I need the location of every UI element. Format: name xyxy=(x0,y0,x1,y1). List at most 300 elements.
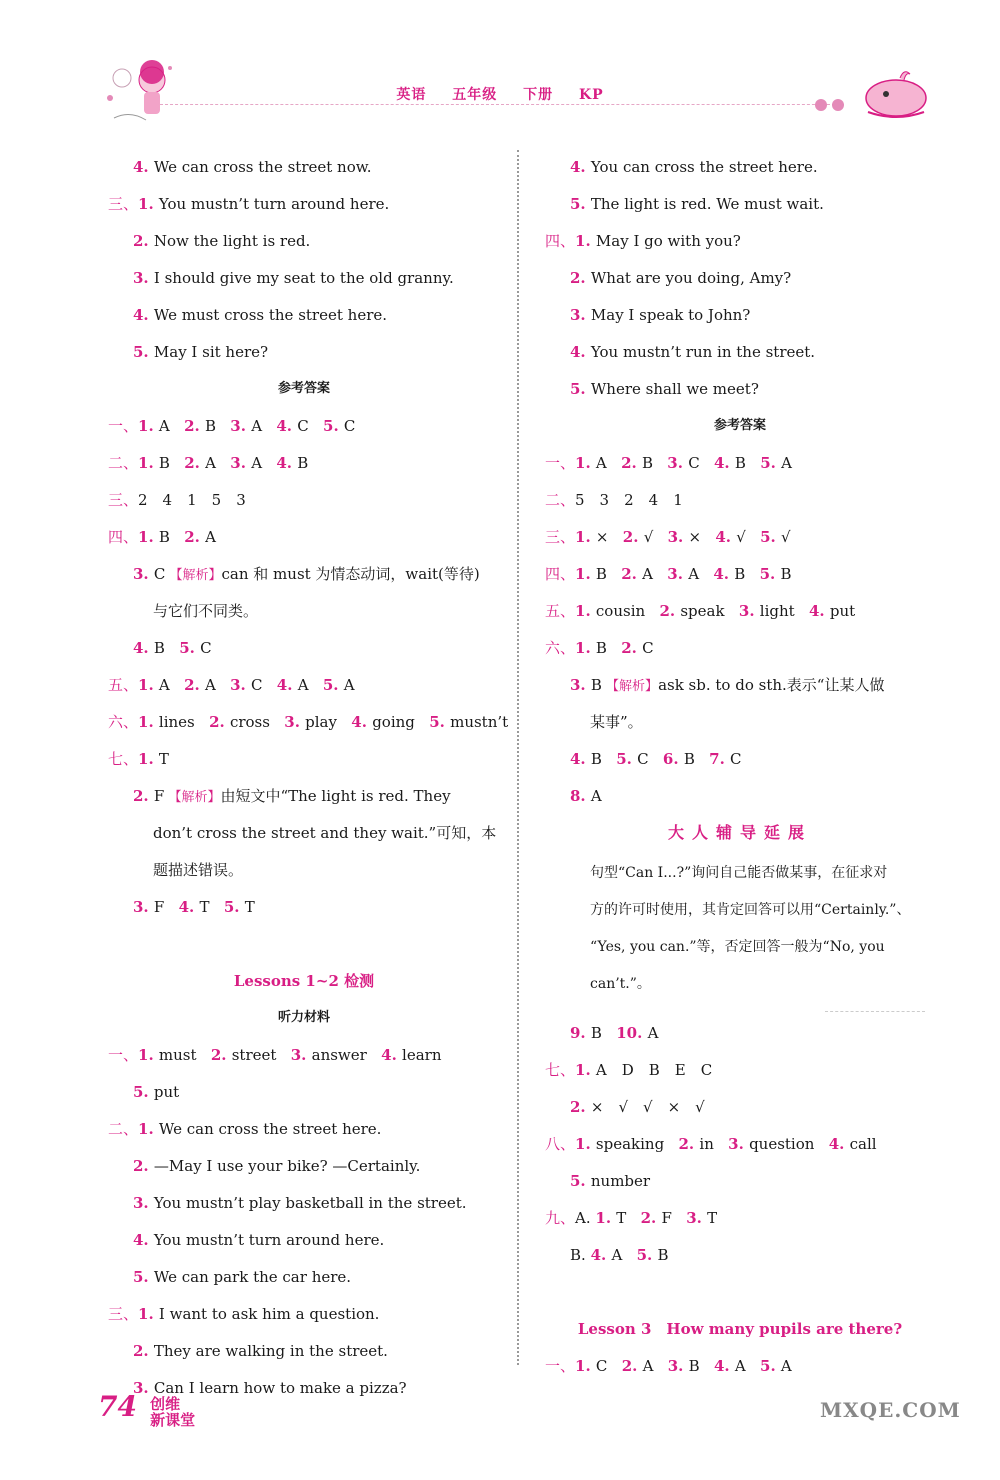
answer-text: B xyxy=(780,565,792,583)
item-number: 3. xyxy=(667,1357,689,1375)
section-number: 六、 xyxy=(108,713,139,731)
left-line xyxy=(108,892,500,929)
item-number: 3. xyxy=(570,306,591,324)
answer-text: cross xyxy=(229,713,270,731)
page-header xyxy=(0,0,1000,135)
answer-text: A xyxy=(734,1357,746,1375)
answer-text: Can I learn how to make a pizza? xyxy=(153,1379,407,1397)
section-number: 四、 xyxy=(545,232,576,250)
item-number: 2. xyxy=(640,1209,662,1227)
note-text: “Yes, you can.”等，否定回答一般为“No, you xyxy=(590,939,885,955)
analysis-text: can 和 must 为情态动词，wait(等待) xyxy=(221,565,480,583)
answer-text: mustn’t xyxy=(450,713,509,731)
answer-text: You mustn’t turn around here. xyxy=(153,1231,385,1249)
item-number: 1. xyxy=(575,1135,596,1153)
item-number: 2. xyxy=(133,232,154,250)
left-line xyxy=(108,670,500,707)
left-line xyxy=(108,226,500,263)
answer-text: C xyxy=(730,750,742,768)
answer-text: going xyxy=(372,713,415,731)
section-number: 四、 xyxy=(545,565,576,583)
item-number: 2. xyxy=(621,565,643,583)
item-number: 1. xyxy=(575,639,596,657)
item-number: 4. xyxy=(276,676,298,694)
answer-text: B xyxy=(657,1246,669,1264)
answer-text: A xyxy=(297,676,309,694)
right-line xyxy=(545,744,935,781)
item-number: 2. xyxy=(678,1135,700,1153)
answer-text: T xyxy=(158,750,169,768)
answer-text: cousin xyxy=(595,602,646,620)
section-number: 一、 xyxy=(108,417,139,435)
analysis-text: ask sb. to do sth.表示“让某人做 xyxy=(658,676,885,694)
answer-text: A xyxy=(158,417,170,435)
answer-text: put xyxy=(829,602,856,620)
answer-text: They are walking in the street. xyxy=(153,1342,388,1360)
answer-text: T xyxy=(707,1209,718,1227)
section-number: 二、 xyxy=(108,454,139,472)
answer-text: A xyxy=(611,1246,623,1264)
section-number: 三、 xyxy=(108,491,139,509)
right-line xyxy=(545,448,935,485)
item-number: 8. xyxy=(570,787,591,805)
brand-logo xyxy=(150,1396,195,1428)
answer-text: F xyxy=(153,787,165,805)
part-label: A. xyxy=(575,1209,596,1227)
answer-text: C xyxy=(642,639,654,657)
section-number: 三、 xyxy=(108,1305,139,1323)
item-number: 2. xyxy=(621,639,643,657)
answer-text: A xyxy=(251,454,263,472)
grade: 五年级 xyxy=(452,87,498,103)
lesson-title: Lesson 3 How many pupils are there? xyxy=(577,1320,903,1338)
item-number: 5. xyxy=(179,639,201,657)
answer-text: A xyxy=(647,1024,659,1042)
item-number: 1. xyxy=(138,1046,159,1064)
item-number: 1. xyxy=(138,713,159,731)
note-text: 方的许可时使用，其肯定回答可以用“Certainly.”、 xyxy=(590,902,911,918)
answer-text: 2 4 1 5 3 xyxy=(138,491,246,509)
answer-text: A D B E C xyxy=(595,1061,713,1079)
answer-text: You can cross the street here. xyxy=(590,158,818,176)
answer-text: must xyxy=(158,1046,197,1064)
left-line xyxy=(108,337,500,374)
left-line xyxy=(108,1151,500,1188)
right-line xyxy=(545,1055,935,1092)
item-number: 3. xyxy=(133,269,154,287)
right-line xyxy=(545,1351,935,1388)
item-number: 2. xyxy=(184,417,205,435)
item-number: 2. xyxy=(659,602,681,620)
section-number: 一、 xyxy=(545,1357,576,1375)
answer-text: T xyxy=(616,1209,627,1227)
answer-text: answer xyxy=(311,1046,367,1064)
lesson-title: Lessons 1~2 检测 xyxy=(233,972,375,990)
item-number: 5. xyxy=(760,454,782,472)
left-line xyxy=(108,374,500,411)
answer-text: number xyxy=(590,1172,651,1190)
item-number: 2. xyxy=(210,1046,232,1064)
answer-text: B xyxy=(590,750,602,768)
answer-text: × √ √ × √ xyxy=(590,1098,705,1116)
item-number: 3. xyxy=(667,528,689,546)
item-number: 2. xyxy=(133,1157,154,1175)
answer-text: C xyxy=(595,1357,608,1375)
left-line xyxy=(108,1077,500,1114)
left-line xyxy=(108,1262,500,1299)
item-number: 1. xyxy=(138,417,159,435)
section-number: 一、 xyxy=(545,454,576,472)
answer-text: √ xyxy=(643,528,654,546)
item-number: 4. xyxy=(828,1135,850,1153)
answer-text: We can cross the street now. xyxy=(153,158,372,176)
left-line xyxy=(108,485,500,522)
left-line xyxy=(108,855,500,892)
answer-text: B xyxy=(683,750,695,768)
item-number: 3. xyxy=(133,1194,154,1212)
answer-text: Now the light is red. xyxy=(153,232,311,250)
item-number: 3. xyxy=(133,1379,154,1397)
right-line xyxy=(545,485,935,522)
item-number: 4. xyxy=(276,417,298,435)
item-number: 5. xyxy=(323,417,344,435)
answer-text: play xyxy=(305,713,337,731)
answer-text: A xyxy=(688,565,700,583)
section-number: 五、 xyxy=(108,676,139,694)
item-number: 10. xyxy=(616,1024,648,1042)
item-number: 4. xyxy=(133,1231,154,1249)
answer-text: T xyxy=(244,898,255,916)
item-number: 3. xyxy=(570,676,591,694)
answer-text: T xyxy=(199,898,210,916)
analysis-text: 由短文中“The light is red. They xyxy=(220,787,451,805)
answer-text: street xyxy=(231,1046,277,1064)
section-title: 参考答案 xyxy=(713,418,766,433)
answer-text: A xyxy=(158,676,170,694)
item-number: 5. xyxy=(570,380,591,398)
answer-text: question xyxy=(749,1135,815,1153)
subject: 英语 xyxy=(396,87,427,103)
whale-icon xyxy=(860,66,930,121)
item-number: 5. xyxy=(223,898,245,916)
left-line xyxy=(108,448,500,485)
answer-text: B xyxy=(204,417,216,435)
item-number: 4. xyxy=(570,750,591,768)
left-line xyxy=(108,929,500,966)
item-number: 1. xyxy=(138,1305,159,1323)
answer-text: B xyxy=(734,565,746,583)
item-number: 5. xyxy=(133,1268,154,1286)
answer-text: B xyxy=(641,454,653,472)
answer-text: May I speak to John? xyxy=(590,306,751,324)
answer-text: You mustn’t run in the street. xyxy=(590,343,816,361)
left-line xyxy=(108,707,509,744)
answer-text: B xyxy=(734,454,746,472)
answer-text: We must cross the street here. xyxy=(153,306,388,324)
item-number: 2. xyxy=(621,454,642,472)
section-title: 参考答案 xyxy=(277,381,330,396)
item-number: 4. xyxy=(570,158,591,176)
answer-text: in xyxy=(699,1135,714,1153)
right-line xyxy=(545,929,935,966)
answer-text: A xyxy=(204,676,216,694)
item-number: 5. xyxy=(636,1246,658,1264)
header-divider xyxy=(160,104,840,105)
item-number: 3. xyxy=(686,1209,708,1227)
item-number: 5. xyxy=(759,565,781,583)
item-number: 1. xyxy=(138,528,159,546)
item-number: 2. xyxy=(184,454,206,472)
answer-text: The light is red. We must wait. xyxy=(590,195,824,213)
analysis-tag: 【解析】 xyxy=(164,790,221,805)
item-number: 4. xyxy=(133,158,154,176)
section-number: 三、 xyxy=(545,528,576,546)
answer-text: C xyxy=(153,565,166,583)
answer-text: A xyxy=(780,1357,792,1375)
answer-text: Where shall we meet? xyxy=(590,380,759,398)
left-line xyxy=(108,1299,500,1336)
item-number: 4. xyxy=(351,713,373,731)
right-line xyxy=(545,374,935,411)
right-line xyxy=(825,1011,925,1012)
volume: 下册 xyxy=(523,87,554,103)
right-line xyxy=(545,411,935,448)
item-number: 1. xyxy=(575,232,596,250)
item-number: 4. xyxy=(133,639,154,657)
item-number: 9. xyxy=(570,1024,591,1042)
answer-text: A xyxy=(781,454,792,472)
right-line xyxy=(545,633,935,670)
right-line xyxy=(545,892,935,929)
answer-text: B xyxy=(158,528,170,546)
item-number: 2. xyxy=(209,713,230,731)
item-number: 4. xyxy=(276,454,298,472)
answer-text: May I sit here? xyxy=(153,343,269,361)
answer-text: F xyxy=(661,1209,672,1227)
item-number: 1. xyxy=(138,750,159,768)
left-column xyxy=(108,152,509,1410)
section-number: 七、 xyxy=(545,1061,576,1079)
item-number: 5. xyxy=(322,676,344,694)
right-line xyxy=(545,966,935,1003)
left-line xyxy=(108,300,500,337)
item-number: 1. xyxy=(575,602,596,620)
item-number: 5. xyxy=(133,343,154,361)
left-line xyxy=(108,1336,500,1373)
item-number: 1. xyxy=(138,1120,159,1138)
item-number: 5. xyxy=(570,195,591,213)
item-number: 1. xyxy=(575,1357,596,1375)
item-number: 5. xyxy=(616,750,638,768)
item-number: 2. xyxy=(570,269,591,287)
left-line xyxy=(108,1040,500,1077)
section-number: 三、 xyxy=(108,195,139,213)
item-number: 1. xyxy=(138,195,159,213)
page-footer xyxy=(98,1390,195,1428)
answer-text: B xyxy=(595,639,607,657)
answer-text: √ xyxy=(781,528,791,546)
left-line xyxy=(108,596,500,633)
right-line xyxy=(545,522,935,559)
answer-text: B xyxy=(297,454,309,472)
page-number: 74 xyxy=(98,1390,137,1423)
answer-text: C xyxy=(688,454,700,472)
left-line xyxy=(108,633,500,670)
answer-text: I should give my seat to the old granny. xyxy=(153,269,454,287)
item-number: 4. xyxy=(133,306,154,324)
item-number: 3. xyxy=(738,602,760,620)
right-line xyxy=(545,855,935,892)
answer-text: A xyxy=(590,787,602,805)
answer-text: B xyxy=(158,454,170,472)
right-line xyxy=(545,1277,935,1314)
item-number: 1. xyxy=(138,454,159,472)
item-number: 2. xyxy=(133,1342,154,1360)
item-number: 4. xyxy=(590,1246,612,1264)
column-divider xyxy=(517,150,519,1365)
right-line xyxy=(545,559,935,596)
right-line xyxy=(545,596,935,633)
item-number: 3. xyxy=(133,898,154,916)
answer-text: × xyxy=(595,528,609,546)
answer-text: B xyxy=(590,1024,602,1042)
right-line xyxy=(545,818,935,855)
item-number: 3. xyxy=(284,713,306,731)
analysis-tag: 【解析】 xyxy=(601,679,659,694)
item-number: 1. xyxy=(595,1209,617,1227)
answer-text: A xyxy=(343,676,355,694)
answer-text: light xyxy=(759,602,795,620)
answer-text: A xyxy=(205,528,216,546)
answer-continuation: 与它们不同类。 xyxy=(153,602,259,620)
answer-text: speak xyxy=(680,602,725,620)
right-line xyxy=(545,707,935,744)
answer-text: F xyxy=(153,898,165,916)
section-number: 四、 xyxy=(108,528,139,546)
right-line xyxy=(545,300,935,337)
answer-text: B xyxy=(590,676,602,694)
item-number: 1. xyxy=(138,676,159,694)
item-number: 1. xyxy=(575,454,596,472)
item-number: 3. xyxy=(728,1135,750,1153)
analysis-tag: 【解析】 xyxy=(165,568,222,583)
answer-text: learn xyxy=(402,1046,442,1064)
right-line xyxy=(545,226,935,263)
section-number: 九、 xyxy=(545,1209,576,1227)
item-number: 7. xyxy=(709,750,731,768)
section-number: 二、 xyxy=(108,1120,139,1138)
answer-text: speaking xyxy=(595,1135,665,1153)
header-title xyxy=(0,84,1000,104)
right-line xyxy=(545,337,935,374)
left-line xyxy=(108,411,500,448)
item-number: 4. xyxy=(381,1046,403,1064)
right-line xyxy=(545,1240,935,1277)
item-number: 1. xyxy=(575,1061,596,1079)
item-number: 4. xyxy=(178,898,200,916)
left-line xyxy=(108,966,500,1003)
item-number: 4. xyxy=(715,528,737,546)
item-number: 4. xyxy=(808,602,830,620)
right-line xyxy=(545,1166,935,1203)
item-number: 2. xyxy=(621,1357,643,1375)
right-line xyxy=(545,1092,935,1129)
answer-text: You mustn’t turn around here. xyxy=(158,195,390,213)
item-number: 1. xyxy=(575,528,596,546)
answer-text: We can park the car here. xyxy=(153,1268,352,1286)
right-line xyxy=(545,670,935,707)
answer-text: call xyxy=(849,1135,877,1153)
note-text: 句型“Can I...?”询问自己能否做某事，在征求对 xyxy=(590,865,888,881)
answer-text: A xyxy=(251,417,263,435)
answer-text: × xyxy=(688,528,702,546)
right-line xyxy=(545,1314,935,1351)
answer-text: C xyxy=(297,417,309,435)
item-number: 2. xyxy=(184,528,206,546)
item-number: 4. xyxy=(713,1357,735,1375)
left-line xyxy=(108,189,500,226)
extension-title: 大人辅导延展 xyxy=(667,823,812,842)
item-number: 3. xyxy=(667,454,689,472)
left-line xyxy=(108,744,500,781)
answer-text: A xyxy=(642,1357,654,1375)
item-number: 3. xyxy=(230,454,252,472)
left-line xyxy=(108,1114,500,1151)
answer-continuation: 题描述错误。 xyxy=(153,861,244,879)
item-number: 3. xyxy=(133,565,154,583)
left-line xyxy=(108,559,500,596)
right-line xyxy=(545,1203,935,1240)
part-label: B. xyxy=(570,1246,591,1264)
answer-text: A xyxy=(595,454,607,472)
answer-text: B xyxy=(688,1357,700,1375)
answer-text: A xyxy=(642,565,653,583)
note-text: can’t.”。 xyxy=(590,976,651,992)
answer-text: lines xyxy=(158,713,195,731)
item-number: 5. xyxy=(570,1172,591,1190)
answer-text: B xyxy=(595,565,607,583)
answer-text: 5 3 2 4 1 xyxy=(575,491,683,509)
answer-text: C xyxy=(343,417,356,435)
left-line xyxy=(108,152,500,189)
left-line xyxy=(108,522,500,559)
right-column xyxy=(545,152,935,1388)
answer-text: C xyxy=(637,750,649,768)
answer-text: B xyxy=(153,639,165,657)
answer-text: We can cross the street here. xyxy=(158,1120,382,1138)
answer-text: What are you doing, Amy? xyxy=(590,269,792,287)
left-line xyxy=(108,781,500,818)
item-number: 1. xyxy=(575,565,596,583)
right-line xyxy=(545,152,935,189)
item-number: 2. xyxy=(570,1098,591,1116)
item-number: 5. xyxy=(760,528,781,546)
answer-text: √ xyxy=(736,528,746,546)
section-number: 八、 xyxy=(545,1135,576,1153)
item-number: 2. xyxy=(133,787,154,805)
item-number: 2. xyxy=(184,676,205,694)
left-line xyxy=(108,818,500,855)
right-line xyxy=(545,189,935,226)
section-number: 五、 xyxy=(545,602,576,620)
item-number: 5. xyxy=(133,1083,154,1101)
left-line xyxy=(108,1003,500,1040)
item-number: 3. xyxy=(230,676,251,694)
decorative-dots xyxy=(815,96,849,115)
answer-text: —May I use your bike? —Certainly. xyxy=(153,1157,421,1175)
item-number: 5. xyxy=(429,713,451,731)
section-number: 六、 xyxy=(545,639,576,657)
